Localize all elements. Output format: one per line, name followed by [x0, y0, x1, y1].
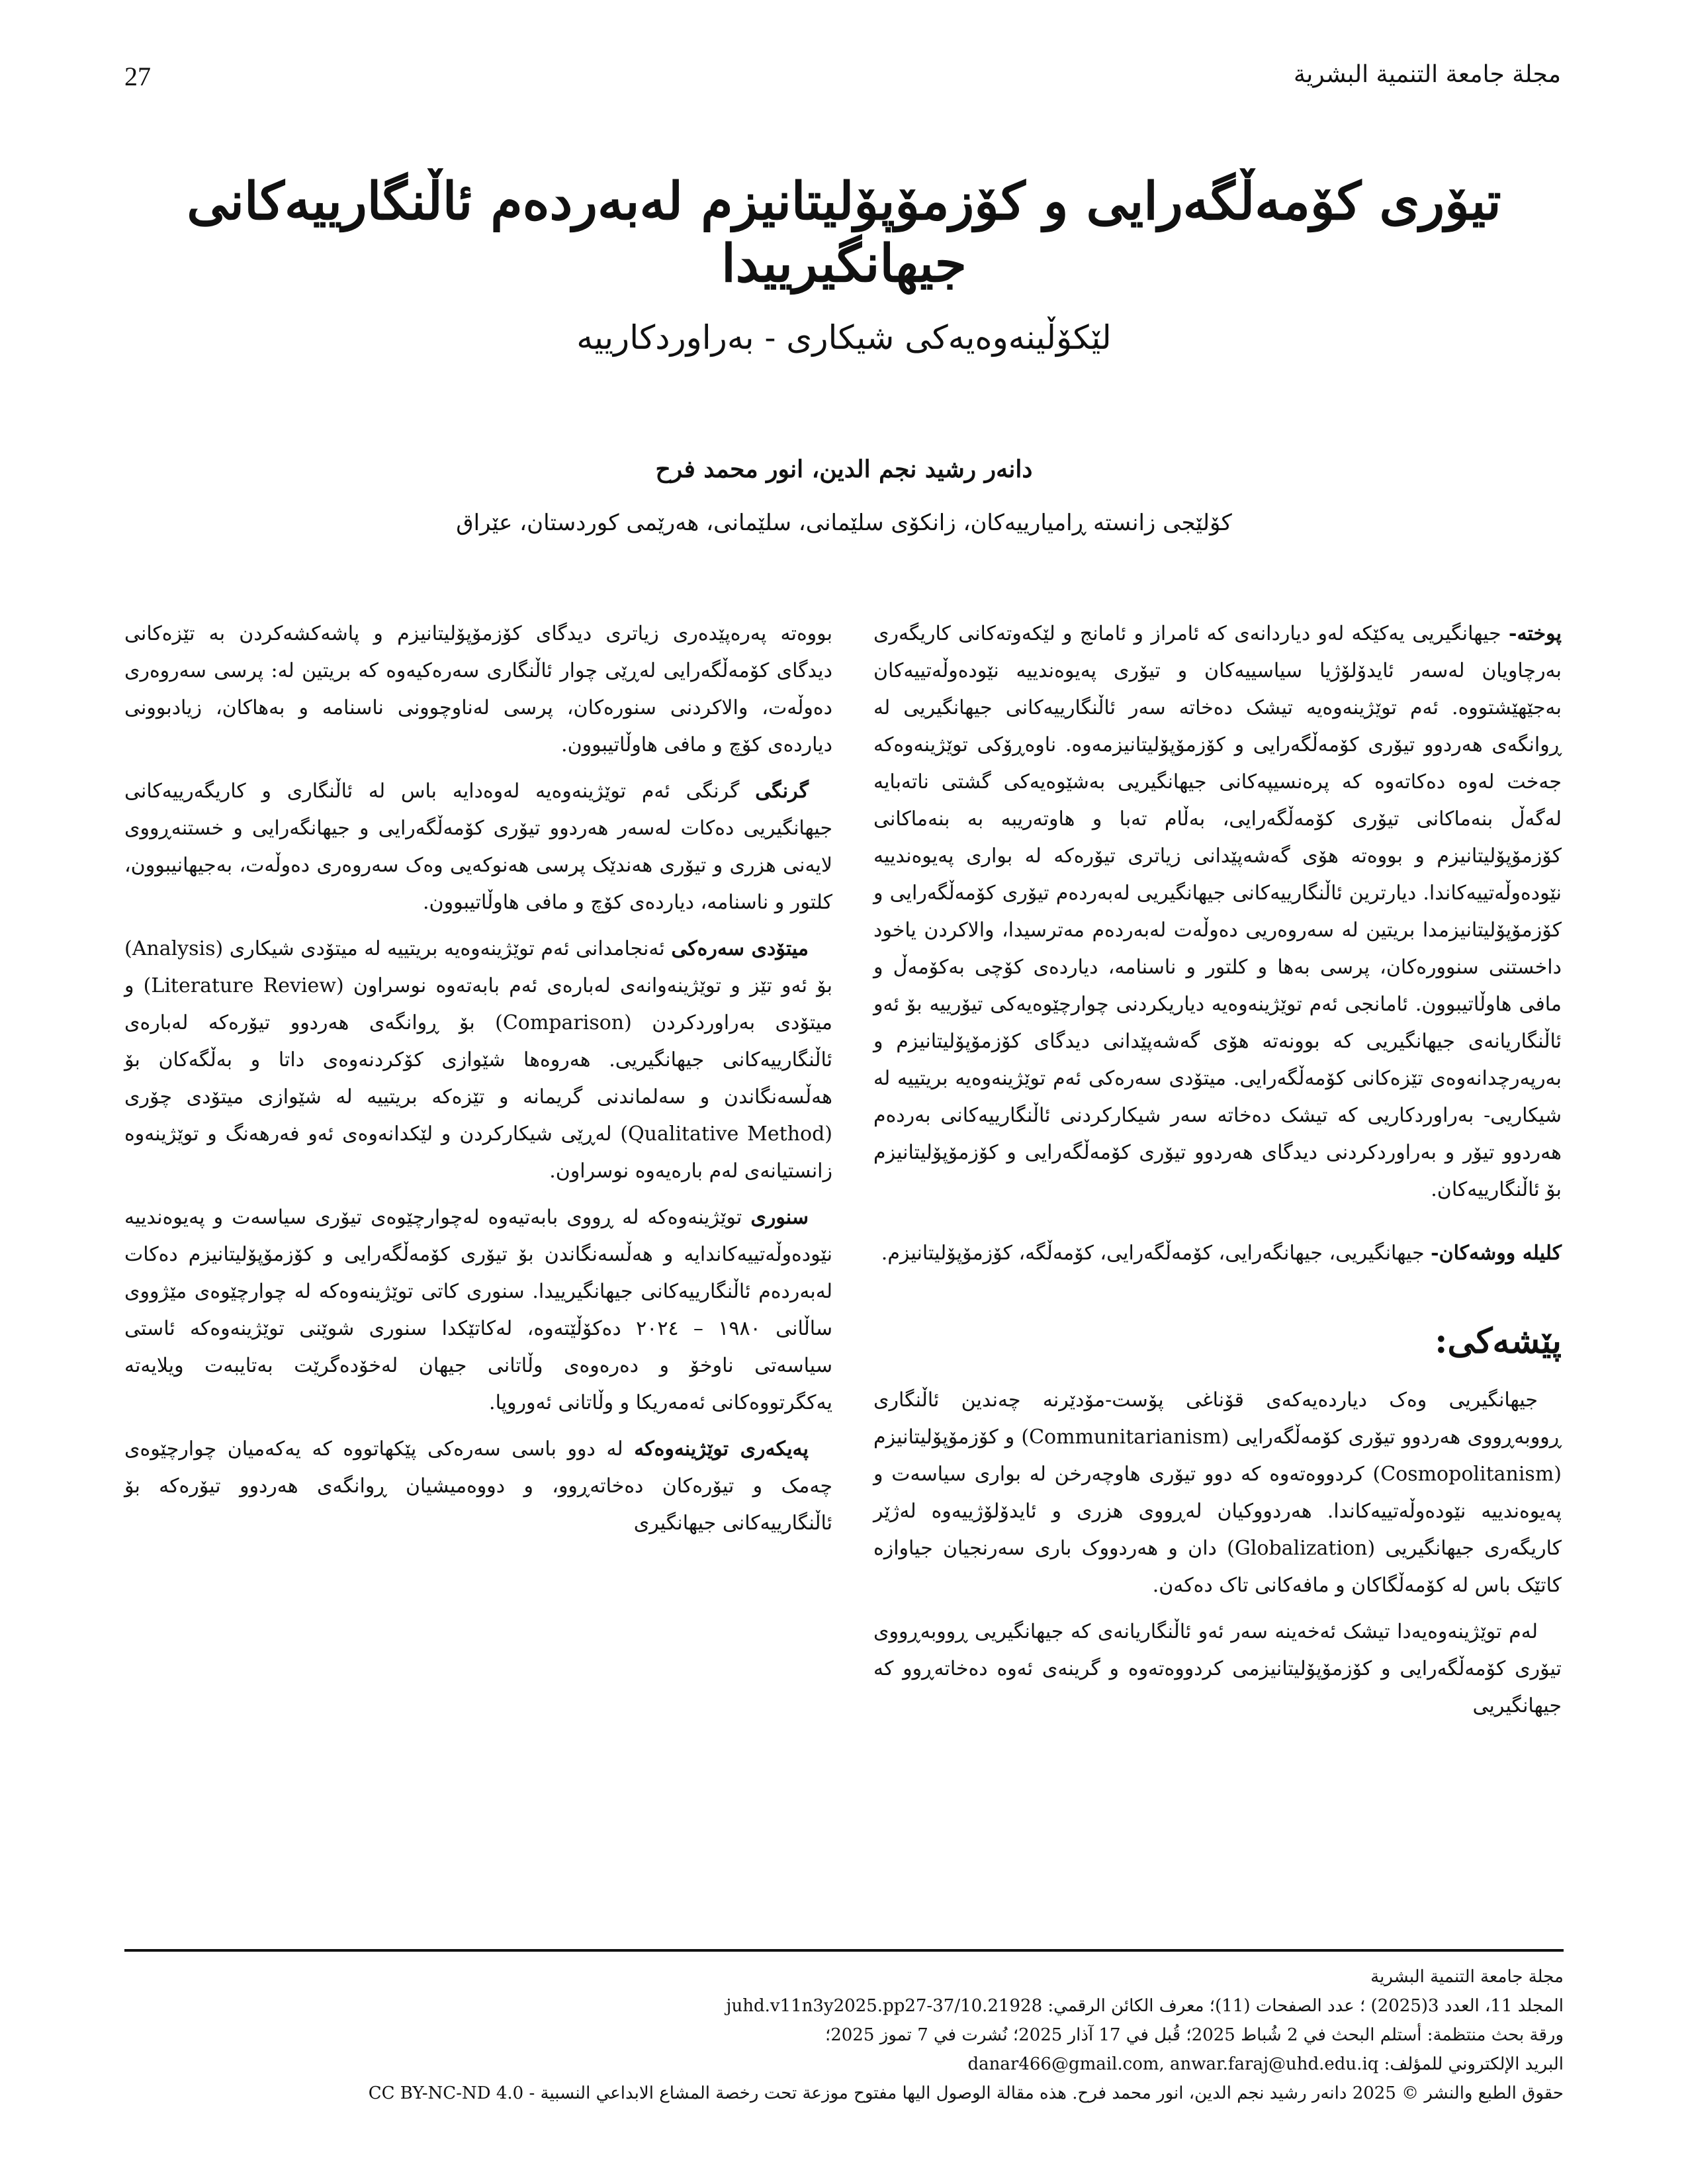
footer-volume-line: المجلد 11، العدد 3(2025) ؛ عدد الصفحات (11)؛ معرف الكائن الرقمي: 10.21928/juhd.v11n3y2025.pp27-37 — [726, 1996, 1564, 2016]
importance-label: گرنگی — [755, 780, 809, 803]
structure-label: پەیکەری توێژینەوەکە — [634, 1437, 809, 1461]
paper-title: تیۆری کۆمەڵگەرایی و کۆزمۆپۆلیتانیزم لەبەردەم ئاڵنگارییەکانی جیهانگیرییدا — [187, 171, 1501, 294]
abstract — [873, 615, 1562, 1208]
importance-text: گرنگی ئەم توێژینەوەیە لەوەدایە باس لە ئاڵنگاری و کاریگەرییەکانی جیهانگیریی دەکات لەسەر هەردوو تیۆری کۆمەڵگەرایی و جیهانگەرایی و خستنەڕووی لایەنی هزری و تیۆری هەندێک پرسی هەنوکەیی وەک سەروەری دەوڵەت، بەجیهانیبوون، کلتور و ناسنامە، دیاردەی کۆچ و مافی هاوڵاتیبوون. — [124, 780, 832, 914]
left-column — [124, 615, 832, 1551]
keywords-text: جیهانگیریی، جیهانگەرایی، کۆمەڵگەرایی، کۆمەڵگە، کۆزمۆپۆلیتانیزم. — [881, 1242, 1425, 1265]
method-paragraph — [124, 931, 832, 1190]
footer-journal-name: مجلة جامعة التنمية البشرية — [1370, 1967, 1564, 1987]
right-column — [873, 615, 1562, 1734]
authors: دانەر رشید نجم الدین، انور محمد فرح — [655, 455, 1033, 483]
scope-paragraph — [124, 1199, 832, 1422]
scope-label: سنوری — [750, 1206, 809, 1229]
keywords — [873, 1235, 1562, 1272]
abstract-label: پوختە- — [1509, 622, 1562, 645]
structure-text: لە دوو باسی سەرەکی پێکهاتووە کە یەکەمیان چوارچێوەی چەمک و تیۆرەکان دەخاتەڕوو، و دووەمیشیان ڕوانگەی هەردوو تیۆرەکە بۆ ئاڵنگارییەکانی جیهانگیری — [124, 1437, 832, 1535]
introduction-paragraph-1: جیهانگیریی وەک دیاردەیەکەی قۆناغی پۆست-مۆدێرنە چەندین ئاڵنگاری ڕووبەڕووی هەردوو تیۆری کۆمەڵگەرایی (Communitarianism) و کۆزمۆپۆلیتانیزم (Cosmopolitanism) کردووەتەوە کە دوو تیۆری هاوچەرخن لە بواری سیاسەت و پەیوەندییە نێودەوڵەتییەکاندا. هەردووکیان لەڕووی هزری و ئایدۆلۆژییەوە لەژێر کاریگەری جیهانگیریی (Globalization) دان و هەردووک باری سەرنجیان جیاوازە کاتێک باس لە کۆمەڵگاکان و مافەکانی تاک دەکەن. — [873, 1388, 1562, 1597]
footer-dates-line: ورقة بحث منتظمة: أستلم البحث في 2 شُباط 2025؛ قُبل في 17 آذار 2025؛ نُشرت في 7 تموز 2025؛ — [824, 2025, 1564, 2045]
paper-subtitle: لێکۆڵینەوەیەکی شیکاری - بەراوردکارییە — [576, 318, 1112, 357]
affiliation: کۆلێجی زانستە ڕامیارییەکان، زانکۆی سلێمانی، سلێمانی، هەرێمی کوردستان، عێراق — [456, 510, 1232, 536]
page-number: 27 — [124, 62, 151, 91]
keywords-label: کلیلە ووشەکان- — [1431, 1242, 1562, 1265]
structure-paragraph — [124, 1431, 832, 1542]
footer-email-line: البريد الإلكتروني للمؤلف: danar466@gmail.com, anwar.faraj@uhd.edu.iq — [967, 2054, 1564, 2074]
footer — [124, 1962, 1564, 2108]
footer-divider — [124, 1949, 1564, 1952]
scope-text: توێژینەوەکە لە ڕووی بابەتیەوە لەچوارچێوەی تیۆری سیاسەت و پەیوەندییە نێودەوڵەتییەکاندایە و هەڵسەنگاندن بۆ تیۆری کۆمەڵگەرایی و کۆزمۆپۆلیتانیزم دەکات لەبەردەم ئاڵنگارییەکانی جیهانگیرییدا. سنوری کاتی توێژینەوەکە لە چوارچێوەی مێژووی ساڵانی ١٩٨٠ – ٢٠٢٤ دەکۆڵێتەوە، لەکاتێکدا سنوری شوێنی توێژینەوەکە ئاستی سیاسەتی ناوخۆ و دەرەوەی وڵاتانی جیهان لەخۆدەگرێت بەتایبەت ویلایەتە یەکگرتووەکانی ئەمەریکا و وڵاتانی ئەوروپا. — [124, 1206, 833, 1414]
importance-paragraph — [124, 773, 832, 921]
left-paragraph-1: بووەتە پەرەپێدەری زیاتری دیدگای کۆزمۆپۆلیتانیزم و پاشەکشەکردن بە تێزەکانی دیدگای کۆمەڵگەرایی لەڕێی چوار ئاڵنگاری سەرەکیەوە کە بریتین لە: پرسی سەروەری دەوڵەت، والاکردنی سنورەکان، پرسی لەناوچوونی ناسنامە و بەهاکان، زیادبوونی دیاردەی کۆچ و مافی هاوڵاتیبوون. — [124, 622, 832, 756]
introduction-paragraph-2: لەم توێژینەوەیەدا تیشک ئەخەینە سەر ئەو ئاڵنگاریانەی کە جیهانگیریی ڕووبەڕووی تیۆری کۆمەڵگەرایی و کۆزمۆپۆلیتانیزمی کردووەتەوە و گرینەی ئەوە دەخاتەڕوو کە جیهانگیریی — [873, 1620, 1562, 1717]
introduction-heading: پێشەکی: — [1435, 1321, 1562, 1361]
footer-copyright-line: حقوق الطبع والنشر © 2025 دانەر رشيد نجم الدين، انور محمد فرح. هذه مقالة الوصول اليها مفتوح موزعة تحت رخصة المشاع الابداعي النسبية - CC BY-NC-ND 4.0 — [368, 2083, 1564, 2103]
method-text: ئەنجامدانی ئەم توێژینەوەیە بریتییە لە میتۆدی شیکاری (Analysis) بۆ ئەو تێز و توێژینەوانەی لەبارەی ئەم بابەتەوە نوسراون (Literature Review) و میتۆدی بەراوردکردن (Comparison) بۆ ڕوانگەی هەردوو تیۆرەکە لەبارەی ئاڵنگارییەکانی جیهانگیریی. هەروەها شێوازی کۆکردنەوەی داتا و بەڵگەکان بۆ هەڵسەنگاندن و سەلماندنی گریمانە و تێزەکە بریتییە لە شێوازی میتۆدی چۆری (Qualitative Method) لەڕێی شیکارکردن و لێکدانەوەی ئەو فەرهەنگ و توێژینەوە زانستیانەی لەم بارەیەوە نوسراون. — [124, 937, 832, 1183]
abstract-text: جیهانگیریی یەکێکە لەو دیاردانەی کە ئامراز و ئامانج و لێکەوتەکانی کاریگەری بەرچاویان لەسەر ئایدۆلۆژیا سیاسییەکان و تیۆری پەیوەندییە نێودەوڵەتییەکان بەجێهێشتووە. ئەم توێژینەوەیە تیشک دەخاتە سەر ئاڵنگارییەکانی جیهانگیریی لە ڕوانگەی هەردوو تیۆری کۆمەڵگەرایی و کۆزمۆپۆلیتانیزمەوە. ناوەڕۆکی توێژینەوەکە جەخت لەوە دەکاتەوە کە پرەنسیپەکانی جیهانگیریی بەشێوەیەکی گشتی ناتەبایە لەگەڵ بنەماکانی تیۆری کۆمەڵگەرایی، بەڵام تەبا و هاوتەریبە بە بنەماکانی کۆزمۆپۆلیتانیزم و بووەتە هۆی گەشەپێدانی زیاتری تیۆرەکە لە بواری پەیوەندییە نێودەوڵەتییەکاندا. دیارترین ئاڵنگارییەکانی جیهانگیریی لەبەردەم تیۆری کۆمەڵگەرایی و کۆزمۆپۆلیتانیزمدا بریتین لە سەروەریی دەوڵەت لەبەردەم مەترسیدا، والاکردن یاخود داخستنی سنوورەکان، پرسی بەها و کلتور و ناسنامە، دیاردەی کۆچی بەکۆمەڵ و مافی هاوڵاتیبوون. ئامانجی ئەم توێژینەوەیە دیاریکردنی چوارچێوەیەکی تیۆرییە بۆ ئەو ئاڵنگاریانەی جیهانگیریی کە بوونەتە هۆی گەشەپێدانی دیدگای کۆزمۆپۆلیتانیزم و بەرپەرچدانەوەی تێزەکانی کۆمەڵگەرایی. میتۆدی سەرەکی ئەم توێژینەوەیە بریتییە لە شیکاریی- بەراوردکاریی کە تیشک دەخاتە سەر شیکارکردنی ئاڵنگارییەکانی بەردەم هەردوو تیۆر و بەراوردکردنی دیدگای هەردوو تیۆری کۆمەڵگەرایی و کۆزمۆپۆلیتانیزم بۆ ئاڵنگارییەکان. — [873, 622, 1562, 1201]
method-label: میتۆدی سەرەکی — [671, 937, 809, 960]
journal-name-header: مجلة جامعة التنمية البشرية — [1293, 61, 1561, 88]
